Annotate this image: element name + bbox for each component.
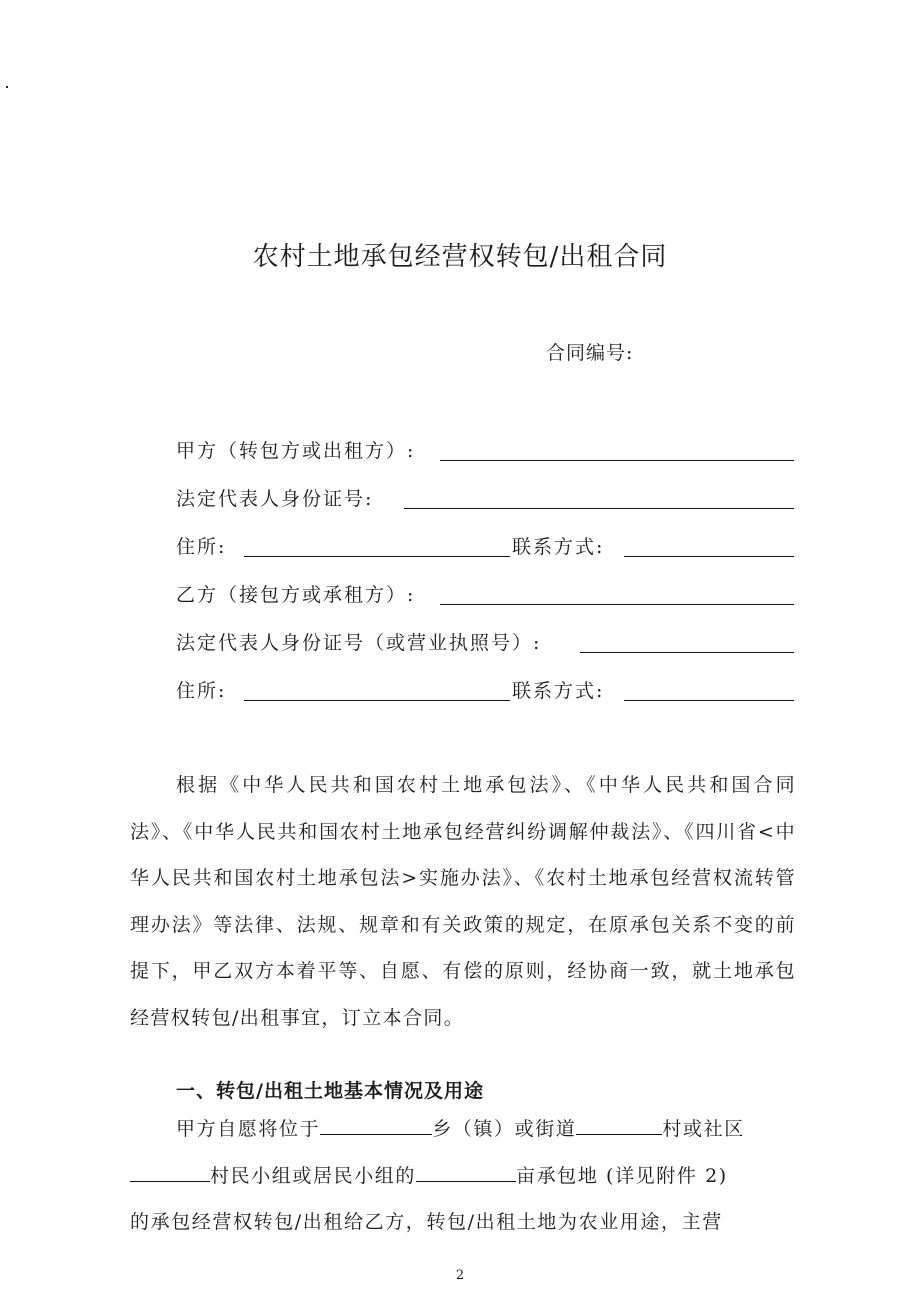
s1-text-4: 村民小组或居民小组的	[210, 1164, 417, 1187]
s1-text-1: 甲方自愿将位于	[176, 1118, 321, 1140]
party-b-label: 乙方（接包方或承租方）:	[176, 584, 416, 606]
area-field[interactable]	[416, 1161, 516, 1182]
s1-text-5: 亩承包地 (详见附件 2)	[516, 1164, 728, 1187]
party-a-row	[176, 436, 796, 466]
party-b-id-row	[176, 628, 796, 658]
page-number: 2	[455, 1268, 465, 1283]
village-field[interactable]	[576, 1114, 662, 1135]
preamble-paragraph: 根据《中华人民共和国农村土地承包法》、《中华人民共和国合同法》、《中华人民共和国农村土地承包经营纠纷调解仲裁法》、《四川省<中华人民共和国农村土地承包法>实施办法》、《农村土地承包经营权流转管理办法》等法律、法规、规章和有关政策的规定，在原承包关系不变的前提下，甲乙双方本着平等、自愿、有偿的原则，经协商一致，就土地承包经营权转包/出租事宜，订立本合同。	[130, 774, 796, 1029]
scan-dot	[6, 86, 8, 88]
party-a-id-row	[176, 484, 796, 514]
page-title: 农村土地承包经营权转包/出租合同	[252, 242, 668, 272]
party-b-address-field[interactable]	[244, 678, 510, 701]
party-a-id-field[interactable]	[404, 486, 794, 509]
party-b-address-row	[176, 676, 796, 706]
party-b-field[interactable]	[440, 582, 794, 605]
party-a-address-label: 住所:	[176, 536, 227, 558]
group-field[interactable]	[130, 1161, 210, 1182]
party-a-address-field[interactable]	[244, 534, 510, 557]
party-b-id-label: 法定代表人身份证号（或营业执照号）:	[176, 632, 542, 654]
party-b-contact-field[interactable]	[624, 678, 794, 701]
section-1-heading: 一、转包/出租土地基本情况及用途	[176, 1080, 484, 1102]
s1-text-2: 乡（镇）或街道	[432, 1118, 577, 1140]
section-1-paragraph	[130, 1106, 796, 1246]
party-a-field[interactable]	[440, 438, 794, 461]
party-b-contact-label: 联系方式:	[512, 680, 605, 702]
party-b-address-label: 住所:	[176, 680, 227, 702]
party-a-address-row	[176, 532, 796, 562]
party-a-contact-field[interactable]	[624, 534, 794, 557]
party-a-contact-label: 联系方式:	[512, 536, 605, 558]
s1-text-3: 村或社区	[662, 1118, 745, 1140]
party-a-id-label: 法定代表人身份证号:	[176, 488, 374, 510]
contract-number-label: 合同编号:	[546, 342, 634, 364]
party-b-id-field[interactable]	[580, 630, 794, 653]
party-a-label: 甲方（转包方或出租方）:	[176, 440, 416, 462]
township-field[interactable]	[320, 1114, 432, 1135]
s1-text-6: 的承包经营权转包/出租给乙方，转包/出租土地为农业用途，主营	[130, 1211, 723, 1233]
party-b-row	[176, 580, 796, 610]
